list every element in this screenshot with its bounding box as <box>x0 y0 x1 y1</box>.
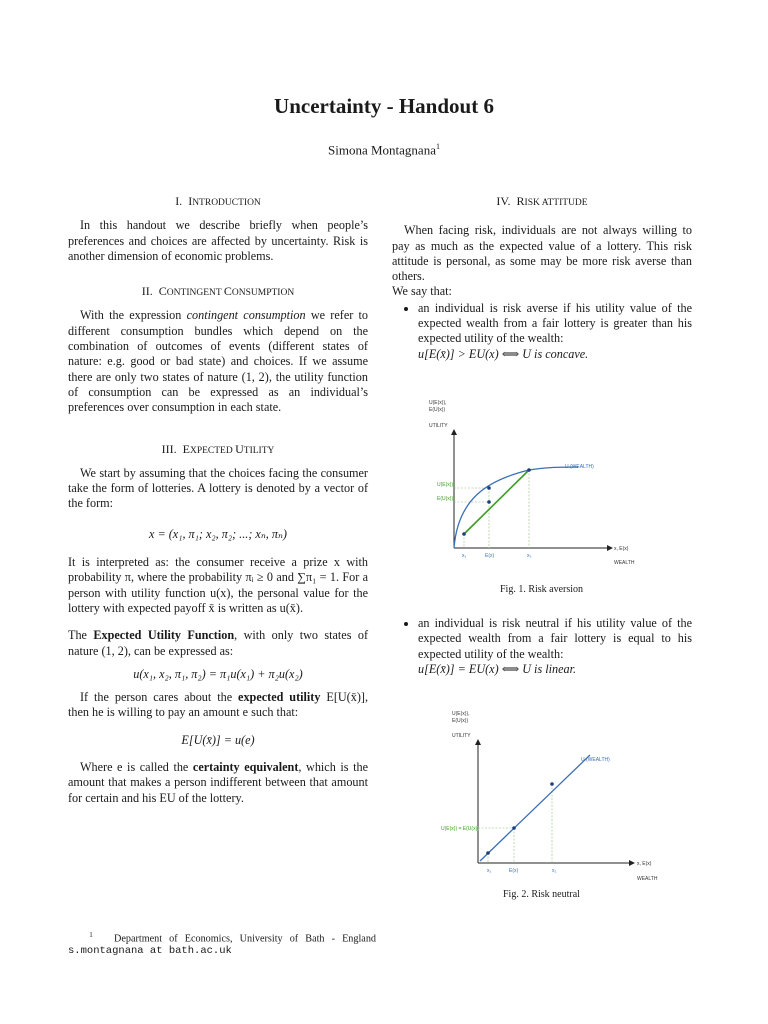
fig1-y-axis-arrow <box>451 429 457 435</box>
fig1-utility-curve <box>454 467 578 548</box>
fig2-point-x2 <box>550 782 554 786</box>
expected-utility-function-text: The Expected Utility Function, with only two states of nature (1, 2), can be expressed as: <box>68 628 368 658</box>
right-column <box>392 194 692 909</box>
fig2-utility-line <box>480 755 590 861</box>
footnote-mark: 1 <box>89 931 93 939</box>
fig2-point-ex <box>512 826 516 830</box>
risk-neutral-bullet-list <box>392 616 692 677</box>
fig2-caption: Fig. 2. Risk neutral <box>503 889 580 901</box>
lottery-equation: x = (x₁, π₁; x₂, π₂; ...; xₙ, πₙ) <box>149 526 287 541</box>
certainty-equivalent-text: Where e is called the certainty equivalent, which is the amount that makes a person indifferent between that amount for certain and his EU of the lottery. <box>68 760 368 805</box>
lottery-interpretation: It is interpreted as: the consumer receive a prize x with probability π, where the probability πᵢ ≥ 0 and ∑π₁ = 1. For a person with utility function u(x), the personal value for the lottery with expected payoff x̄ is written as u(x̄). <box>68 555 368 615</box>
figure-risk-neutral <box>392 703 692 909</box>
fig2-xtick-ex: E(x) <box>509 868 519 875</box>
footnote-email: s.montagnana at bath.ac.uk <box>68 945 232 958</box>
risk-neutral-bullet: • an individual is risk neutral if his utility value of the expected wealth from a fair lottery is equal to his expected utility of the wealth: u[E(x̄)] = EU(x) ⟺ U is linear. <box>418 616 692 677</box>
risk-neutral-condition: u[E(x̄)] = EU(x) ⟺ U is linear. <box>418 661 577 676</box>
fig2-point-x1 <box>486 851 490 855</box>
footnote <box>68 929 376 958</box>
risk-we-say-that: We say that: <box>392 284 452 299</box>
fig1-point-uex <box>487 486 491 490</box>
risk-averse-bullet: • an individual is risk averse if his utility value of the expected wealth from a fair lottery is greater than his expected utility of the wealth: u[E(x̄)] > EU(x) ⟺ U is concave. <box>418 301 692 362</box>
figure-risk-aversion <box>392 388 692 600</box>
expected-utility-equation: u(x₁, x₂, π₁, π₂) = π₁u(x₁) + π₂u(x₂) <box>133 666 303 681</box>
introduction-text: In this handout we describe briefly when people’s preferences and choices are affected by uncertainty. Risk is another dimension of economic problems. <box>68 218 368 263</box>
footnote-affiliation: Department of Economics, University of Bath - England <box>114 933 377 945</box>
fig1-tick-eux: E(U(x)) <box>437 495 454 502</box>
fig1-curve-label: U (WEALTH) <box>565 463 594 470</box>
risk-neutral-graph <box>392 703 692 909</box>
section-heading-risk-attitude: IV. RISK ATTITUDE <box>496 194 588 208</box>
fig2-ylabel-top: U(E(x)), <box>452 711 470 718</box>
fig1-point-x2 <box>527 468 531 472</box>
fig1-tick-uex: U(E(x)) <box>437 481 454 488</box>
fig1-ylabel-utility: UTILITY <box>429 422 448 429</box>
fig1-xtick-x1: x₁ <box>462 552 467 559</box>
fig2-xtick-x1: x₁ <box>487 868 492 875</box>
fig1-ylabel-top: U(E(x)), <box>429 399 447 406</box>
section-heading-contingent-consumption: II. CONTINGENT CONSUMPTION <box>141 284 295 299</box>
fig2-ylabel-utility: UTILITY <box>452 733 471 740</box>
fig2-y-axis-arrow <box>475 739 481 745</box>
fig2-ylabel-mid: E(U(x)) <box>452 718 469 725</box>
risk-averse-bullet-list <box>392 301 692 362</box>
fig1-x-axis-arrow <box>607 545 613 551</box>
fig1-point-x1 <box>462 532 466 536</box>
author-name: Simona Montagnana <box>328 142 436 158</box>
author-footnote-mark: 1 <box>435 142 440 151</box>
contingent-consumption-text: With the expression contingent consumption we refer to different consumption bundles which depend on the combination of outcomes of events (different states of nature: e.g. good or bad state) and choices. If we assume there are only two states of nature (1, 2), the utility function of consumption can be expressed as an individual’s preferences over consumption in each state. <box>68 308 369 415</box>
risk-aversion-graph <box>392 388 692 600</box>
fig1-ylabel-mid: E(U(x)) <box>429 406 446 413</box>
fig2-xtick-x2: x₂ <box>552 868 557 875</box>
fig2-x-axis-name: WEALTH <box>637 876 658 883</box>
fig1-caption: Fig. 1. Risk aversion <box>500 583 584 595</box>
expected-utility-willingness: If the person cares about the expected utility E[U(x̄)], then he is willing to pay an amount e such that: <box>68 690 368 720</box>
fig1-x-axis-end-label: x, E(x) <box>614 545 629 552</box>
section-heading-introduction: I. INTRODUCTION <box>175 194 261 208</box>
fig2-x-axis-end-label: x, E(x) <box>637 861 652 868</box>
risk-averse-condition: u[E(x̄)] > EU(x) ⟺ U is concave. <box>418 346 589 361</box>
expected-utility-intro: We start by assuming that the choices facing the consumer take the form of lotteries. A lottery is denoted by a vector of the form: <box>68 465 368 511</box>
paper-title: Uncertainty - Handout 6 <box>274 94 494 118</box>
fig1-xtick-ex: E(x) <box>485 552 495 559</box>
fig1-point-eux <box>487 500 491 504</box>
certainty-equivalent-equation: E[U(x̄)] = u(e) <box>181 732 255 747</box>
fig2-curve-label: U (WEALTH) <box>581 757 610 764</box>
author-line <box>0 142 768 158</box>
risk-attitude-text: When facing risk, individuals are not always willing to pay as much as the expected value of a lottery. This risk attitude is personal, as some may be more risk averse than others. <box>392 223 692 284</box>
fig1-xtick-x2: x₂ <box>527 552 532 559</box>
fig1-x-axis-name: WEALTH <box>614 559 635 566</box>
fig2-tick-eq: U(E(x)) = E(U(x)) <box>441 826 479 833</box>
left-column <box>68 194 368 806</box>
fig1-chord <box>464 470 529 534</box>
section-heading-expected-utility: III. EXPECTED UTILITY <box>161 441 275 456</box>
fig2-x-axis-arrow <box>629 860 635 866</box>
footnote-affiliation-row <box>68 929 376 945</box>
